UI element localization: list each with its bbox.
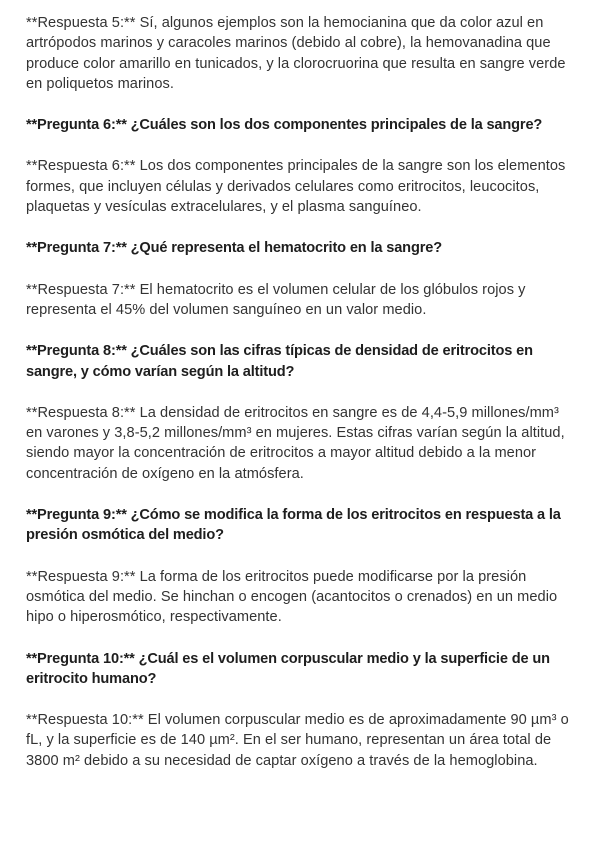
question-9: **Pregunta 9:** ¿Cómo se modifica la forma de los eritrocitos en respuesta a la presión osmótica del medio? (26, 507, 561, 544)
answer-5: **Respuesta 5:** Sí, algunos ejemplos son la hemocianina que da color azul en artrópodos marinos y caracoles marinos (debido al cobre), la hemovanadina que produce color amarillo en tunicados, y la clorocruorina que resulta en sangre verde en poliquetos marinos. (26, 15, 566, 92)
question-8: **Pregunta 8:** ¿Cuáles son las cifras típicas de densidad de eritrocitos en sangre, y cómo varían según la altitud? (26, 343, 533, 380)
answer-9: **Respuesta 9:** La forma de los eritrocitos puede modificarse por la presión osmótica del medio. Se hinchan o encogen (acantocitos o crenados) en un medio hipo o hiperosmótico, respectivamente. (26, 568, 558, 626)
question-10: **Pregunta 10:** ¿Cuál es el volumen corpuscular medio y la superficie de un eritrocito humano? (26, 650, 550, 687)
answer-6: **Respuesta 6:** Los dos componentes principales de la sangre son los elementos formes, que incluyen células y derivados celulares como eritrocitos, leucocitos, plaquetas y vesículas extracelulares, y el plasma sanguíneo. (26, 158, 566, 216)
question-6: **Pregunta 6:** ¿Cuáles son los dos componentes principales de la sangre? (26, 117, 543, 134)
document-page (26, 13, 576, 792)
question-7: **Pregunta 7:** ¿Qué representa el hematocrito en la sangre? (26, 240, 442, 257)
answer-8: **Respuesta 8:** La densidad de eritrocitos en sangre es de 4,4-5,9 millones/mm³ en varones y 3,8-5,2 millones/mm³ en mujeres. Estas cifras varían según la altitud, siendo mayor la concentración de eritrocitos a mayor altitud debido a la menor concentración de oxígeno en la atmósfera. (26, 404, 565, 482)
answer-7: **Respuesta 7:** El hematocrito es el volumen celular de los glóbulos rojos y representa el 45% del volumen sanguíneo en un valor medio. (26, 281, 526, 318)
answer-10: **Respuesta 10:** El volumen corpuscular medio es de aproximadamente 90 µm³ o fL, y la superficie es de 140 µm². En el ser humano, representan un área total de 3800 m² debido a su necesidad de captar oxígeno a través de la hemoglobina. (26, 712, 569, 769)
